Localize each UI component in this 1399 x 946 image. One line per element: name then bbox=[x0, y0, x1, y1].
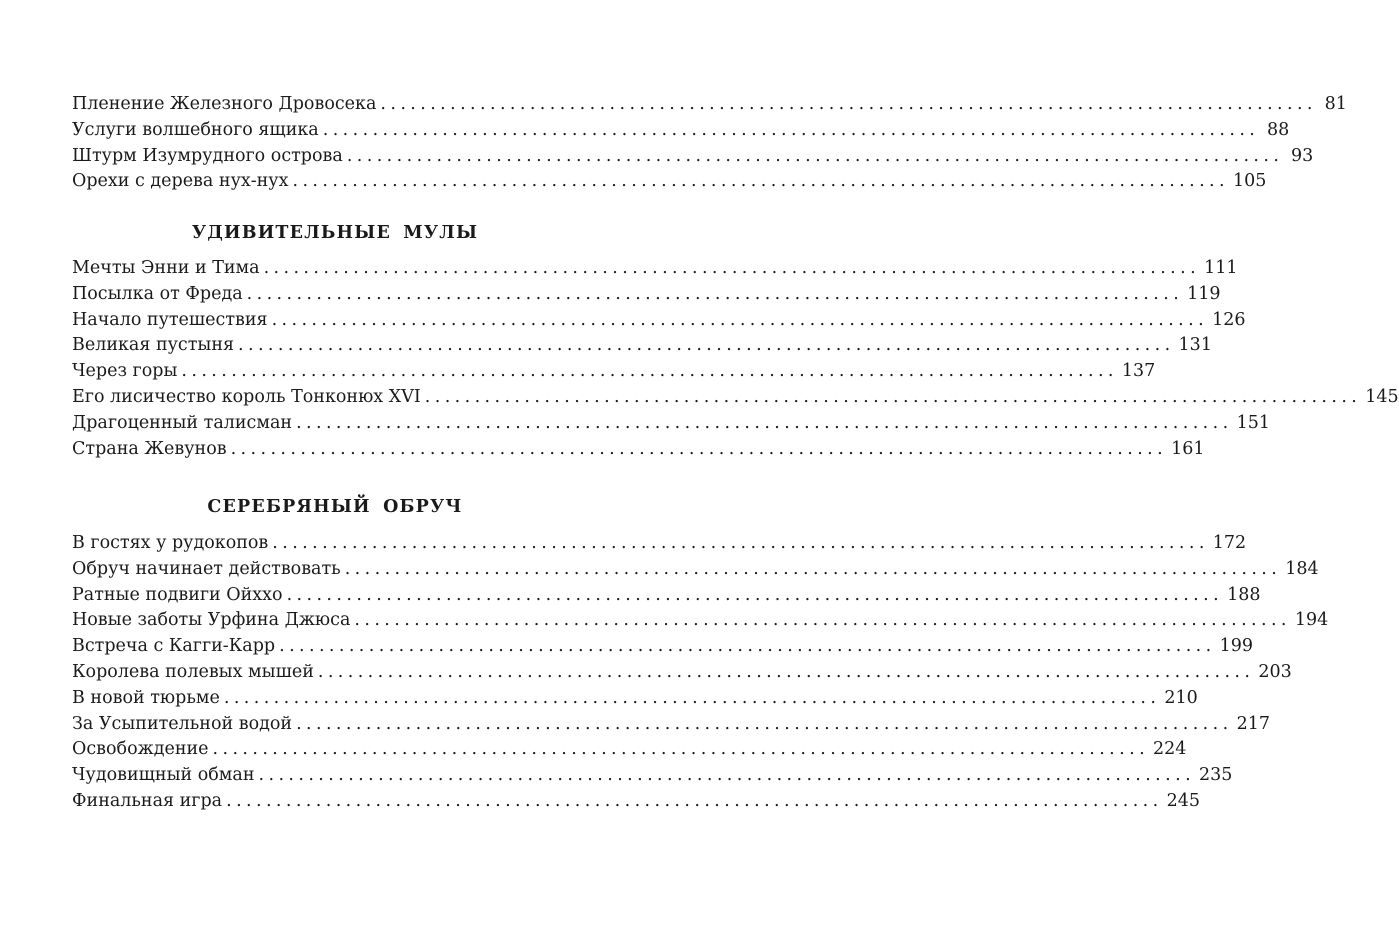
toc-entry-title: Финальная игра bbox=[72, 790, 223, 811]
toc-entry-page: 172 bbox=[1212, 533, 1247, 553]
toc-entry[interactable] bbox=[72, 118, 1290, 144]
toc-entry[interactable] bbox=[72, 282, 1221, 308]
toc-leader-dots: .............................................................................................. bbox=[296, 713, 1233, 734]
section-heading: СЕРЕБРЯНЫЙ ОБРУЧ bbox=[207, 497, 463, 517]
toc-entry-title: За Усыпительной водой bbox=[72, 713, 293, 734]
toc-leader-dots: .............................................................................................. bbox=[272, 533, 1209, 553]
toc-entry-title: Мечты Энни и Тима bbox=[72, 258, 260, 278]
toc-entry[interactable] bbox=[72, 737, 1187, 763]
toc-leader-dots: .............................................................................................. bbox=[354, 610, 1291, 631]
toc-entry-title: Начало путешествия bbox=[72, 309, 268, 330]
toc-entry-title: Ратные подвиги Ойххо bbox=[72, 584, 283, 605]
toc-leader-dots: .............................................................................................. bbox=[344, 558, 1282, 579]
toc-entry-page: 224 bbox=[1153, 739, 1187, 760]
toc-entry-page: 199 bbox=[1219, 636, 1254, 657]
toc-entry-page: 88 bbox=[1266, 119, 1290, 140]
toc-entry-page: 111 bbox=[1204, 258, 1238, 278]
toc-leader-dots: .............................................................................................. bbox=[226, 790, 1163, 811]
toc-entry-page: 235 bbox=[1199, 765, 1233, 786]
toc-entry-page: 105 bbox=[1232, 171, 1267, 192]
toc-entry-page: 184 bbox=[1285, 558, 1319, 579]
toc-entry[interactable] bbox=[72, 144, 1314, 170]
toc-entry-title: Посылка от Фреда bbox=[72, 283, 243, 304]
toc-entry[interactable] bbox=[72, 763, 1233, 789]
toc-leader-dots: .............................................................................................. bbox=[296, 412, 1233, 433]
toc-entry-page: 188 bbox=[1227, 584, 1261, 605]
toc-entry-title: Новые заботы Урфина Джюса bbox=[72, 610, 351, 631]
toc-entry[interactable] bbox=[72, 634, 1254, 660]
toc-leader-dots: .............................................................................................. bbox=[238, 335, 1175, 356]
toc-entry-page: 119 bbox=[1187, 283, 1221, 304]
toc-entry-title: Драгоценный талисман bbox=[72, 412, 293, 433]
toc-entry-page: 131 bbox=[1178, 335, 1212, 356]
toc-entry-title: Чудовищный обман bbox=[72, 765, 255, 786]
toc-entry[interactable] bbox=[72, 608, 1329, 634]
toc-entry-title: Штурм Изумрудного острова bbox=[72, 145, 343, 166]
toc-entry-page: 245 bbox=[1166, 790, 1201, 811]
toc-entry[interactable] bbox=[72, 660, 1292, 686]
section-heading: УДИВИТЕЛЬНЫЕ МУЛЫ bbox=[191, 223, 479, 243]
toc-entry-page: 126 bbox=[1212, 309, 1246, 330]
toc-entry-title: Королева полевых мышей bbox=[72, 661, 314, 682]
toc-continuation-list bbox=[72, 92, 1347, 195]
toc-entry[interactable] bbox=[72, 308, 1246, 334]
toc-entry[interactable] bbox=[72, 583, 1261, 609]
toc-entry[interactable] bbox=[72, 531, 1247, 557]
toc-entry-title: Обруч начинает действовать bbox=[72, 558, 341, 579]
toc-entry-title: Страна Жевунов bbox=[72, 438, 227, 459]
toc-leader-dots: .............................................................................................. bbox=[263, 258, 1201, 278]
toc-entry[interactable] bbox=[72, 256, 1238, 282]
toc-entry-title: Встреча с Кагги-Карр bbox=[72, 636, 276, 657]
toc-leader-dots: .............................................................................................. bbox=[317, 661, 1255, 682]
toc-leader-dots: .............................................................................................. bbox=[212, 739, 1150, 760]
toc-entry-title: В гостях у рудокопов bbox=[72, 533, 269, 553]
toc-leader-dots: .............................................................................................. bbox=[230, 438, 1168, 459]
toc-leader-dots: .............................................................................................. bbox=[424, 386, 1362, 407]
toc-leader-dots: .............................................................................................. bbox=[380, 94, 1317, 114]
toc-leader-dots: .............................................................................................. bbox=[286, 584, 1224, 605]
toc-entry-page: 194 bbox=[1294, 610, 1329, 631]
toc-leader-dots: .............................................................................................. bbox=[271, 309, 1209, 330]
toc-entry[interactable] bbox=[72, 789, 1201, 815]
toc-entry-page: 151 bbox=[1236, 412, 1270, 433]
toc-entry-page: 137 bbox=[1121, 361, 1156, 382]
toc-entry-title: Его лисичество король Тонконюх XVI bbox=[72, 386, 421, 407]
toc-entry[interactable] bbox=[72, 92, 1347, 118]
toc-entry-page: 161 bbox=[1171, 438, 1205, 459]
toc-entry-page: 203 bbox=[1258, 661, 1292, 682]
toc-section-list bbox=[72, 531, 1329, 815]
toc-entry-title: Услуги волшебного ящика bbox=[72, 119, 319, 140]
toc-entry-title: Освобождение bbox=[72, 739, 209, 760]
toc-entry-page: 145 bbox=[1365, 386, 1399, 407]
toc-entry[interactable] bbox=[72, 359, 1156, 385]
toc-leader-dots: .............................................................................................. bbox=[292, 171, 1229, 192]
toc-leader-dots: .............................................................................................. bbox=[223, 687, 1161, 708]
toc-entry[interactable] bbox=[72, 686, 1198, 712]
toc-entry-title: Великая пустыня bbox=[72, 335, 235, 356]
toc-leader-dots: .............................................................................................. bbox=[181, 361, 1118, 382]
toc-entry[interactable] bbox=[72, 557, 1319, 583]
toc-entry-page: 81 bbox=[1324, 94, 1347, 114]
toc-entry-title: Через горы bbox=[72, 361, 178, 382]
toc-entry[interactable] bbox=[72, 712, 1270, 738]
toc-entry[interactable] bbox=[72, 437, 1205, 463]
toc-entry[interactable] bbox=[72, 333, 1212, 359]
toc-leader-dots: .............................................................................................. bbox=[279, 636, 1216, 657]
toc-entry-page: 217 bbox=[1236, 713, 1270, 734]
toc-leader-dots: .............................................................................................. bbox=[346, 145, 1284, 166]
toc-entry[interactable] bbox=[72, 411, 1270, 437]
toc-entry-title: Пленение Железного Дровосека bbox=[72, 94, 377, 114]
toc-entry-title: В новой тюрьме bbox=[72, 687, 220, 708]
toc-section-list bbox=[72, 256, 1399, 462]
toc-entry-page: 93 bbox=[1291, 145, 1314, 166]
toc-leader-dots: .............................................................................................. bbox=[322, 119, 1260, 140]
toc-entry-page: 210 bbox=[1164, 687, 1198, 708]
toc-leader-dots: .............................................................................................. bbox=[246, 283, 1184, 304]
toc-entry[interactable] bbox=[72, 385, 1399, 411]
toc-entry-title: Орехи с дерева нух-нух bbox=[72, 171, 289, 192]
toc-entry[interactable] bbox=[72, 169, 1267, 195]
toc-leader-dots: .............................................................................................. bbox=[258, 765, 1196, 786]
